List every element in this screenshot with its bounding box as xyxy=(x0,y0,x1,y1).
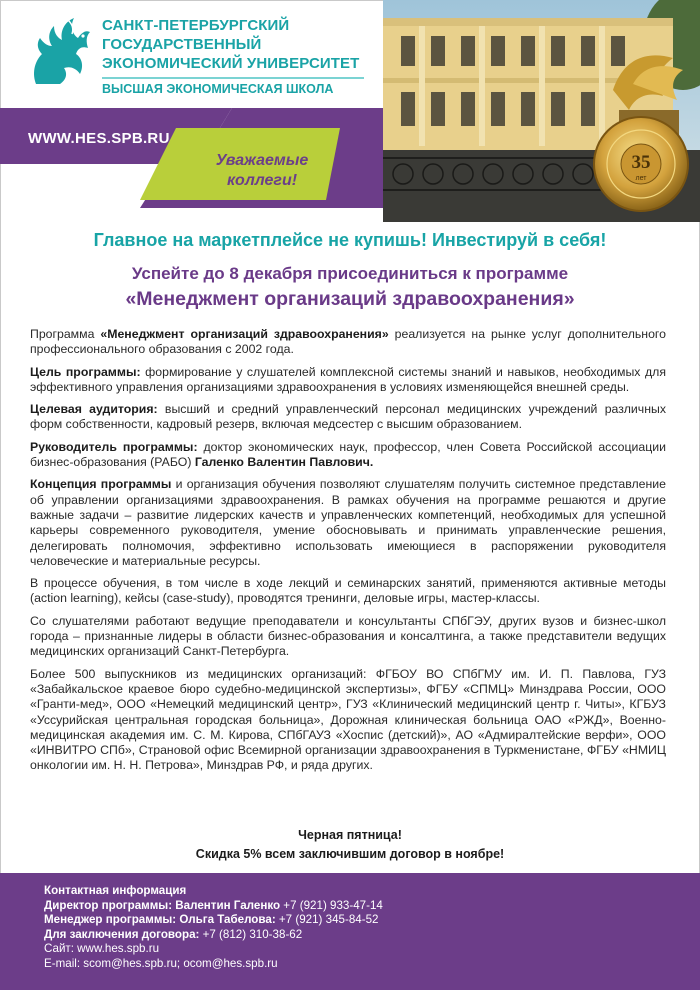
university-line-3: ЭКОНОМИЧЕСКИЙ УНИВЕРСИТЕТ xyxy=(102,55,360,72)
contact-email[interactable]: E-mail: scom@hes.spb.ru; ocom@hes.spb.ru xyxy=(44,956,278,970)
paragraph-goal: Цель программы: формирование у слушателей комплексной системы знаний и навыков, необходимых для эффективного управления организациями здравоохранения в условиях изменяющейся внешней среды. xyxy=(30,364,666,394)
paragraph-teachers: Со слушателями работают ведущие преподаватели и консультанты СПбГЭУ, других вузов и бизнес-школ города – признанные лидеры в области бизнес-образования и консалтинга, а также представители ведущих медицинских организаций Санкт-Петербурга. xyxy=(30,613,666,659)
contact-title: Контактная информация xyxy=(44,884,187,897)
paragraph-audience: Целевая аудитория: высший и средний управленческий персонал медицинских учреждений различных форм собственности, кадровый резерв, включая медсестер с высшим образованием. xyxy=(30,402,666,432)
griffin-logo-icon xyxy=(28,14,92,88)
program-title: «Менеджмент организаций здравоохранения» xyxy=(125,288,575,310)
badge-number: 35 xyxy=(631,152,651,173)
greeting xyxy=(183,151,341,191)
badge-word: лет xyxy=(635,175,647,182)
greeting-line-1: Уважаемые xyxy=(215,152,309,169)
body-text xyxy=(30,327,666,781)
school-name: ВЫСШАЯ ЭКОНОМИЧЕСКАЯ ШКОЛА xyxy=(102,77,364,97)
promo-line-2: Скидка 5% всем заключившим договор в ноябре! xyxy=(195,847,505,861)
greeting-line-2: коллеги! xyxy=(226,172,298,189)
paragraph-methods: В процессе обучения, в том числе в ходе лекций и семинарских занятий, применяются активные методы (action learning), кейсы (case-study), проводятся тренинги, деловые игры, мастер-классы. xyxy=(30,576,666,606)
contact-contract: Для заключения договора: +7 (812) 310-38-62 xyxy=(44,927,303,941)
contact-director: Директор программы: Валентин Галенко +7 (921) 933-47-14 xyxy=(44,898,383,912)
paragraph-concept: Концепция программы и организация обучения позволяют слушателям получить системное представление об управлении организациями здравоохранения. В рамках обучения на программе решаются и другие важные задачи – развитие лидерских качеств и управленческих компетенций, необходимых для успешной карьеры современного руководителя, умение обосновывать и принимать управленческие решения, делегировать полномочия, эффективно использовать имеющиеся в распоряжении руководителя человеческие и материальные ресурсы. xyxy=(30,477,666,568)
paragraph-alumni: Более 500 выпускников из медицинских организаций: ФГБОУ ВО СПбГМУ им. И. П. Павлова, ГУЗ «Забайкальское краевое бюро судебно-медицинской экспертизы», ФГБУ «СПМЦ» Минздрава России, ООО «Гранти-мед», ООО «Немецкий медицинский центр», ГУЗ «Клинический медицинский центр г. Читы», КГБУЗ «Уссурийская центральная городская больница», Дорожная клиническая больница ОАО «РЖД», Военно-медицинская академия им. С. М. Кирова, СПбГАУЗ «Хоспис (детский)», АО «Адмиралтейские верфи», ООО «ИНВИТРО СПб», Страновой офис Всемирной организации здравоохранения в Туркменистане, ФГБУ «НМИЦ онкологии им. Н. Н. Петрова», Минздрав РФ, и ряда других. xyxy=(30,666,666,773)
anniversary-badge-icon xyxy=(594,117,688,211)
subheadline-1: Успейте до 8 декабря присоединиться к программе xyxy=(131,264,569,283)
university-name xyxy=(102,16,392,97)
contact-info xyxy=(44,884,383,972)
promo xyxy=(0,826,700,864)
contact-site[interactable]: Сайт: www.hes.spb.ru xyxy=(44,942,160,956)
paragraph-intro: Программа «Менеджмент организаций здравоохранения» реализуется на рынке услуг дополнительного профессионального образования с 2002 года. xyxy=(30,327,666,357)
footer xyxy=(0,873,700,990)
site-url[interactable]: WWW.HES.SPB.RU xyxy=(28,130,170,147)
university-line-1: САНКТ-ПЕТЕРБУРГСКИЙ xyxy=(102,17,290,34)
university-line-2: ГОСУДАРСТВЕННЫЙ xyxy=(102,36,262,53)
contact-manager: Менеджер программы: Ольга Табелова: +7 (921) 345-84-52 xyxy=(44,913,379,927)
building-photo xyxy=(383,0,700,222)
headline: Главное на маркетплейсе не купишь! Инвестируй в себя! xyxy=(93,230,607,250)
header xyxy=(0,0,700,222)
promo-line-1: Черная пятница! xyxy=(298,828,402,842)
paragraph-director: Руководитель программы: доктор экономических наук, профессор, член Совета Российской ассоциации бизнес-образования (РАБО) Галенко Валентин Павлович. xyxy=(30,439,666,470)
